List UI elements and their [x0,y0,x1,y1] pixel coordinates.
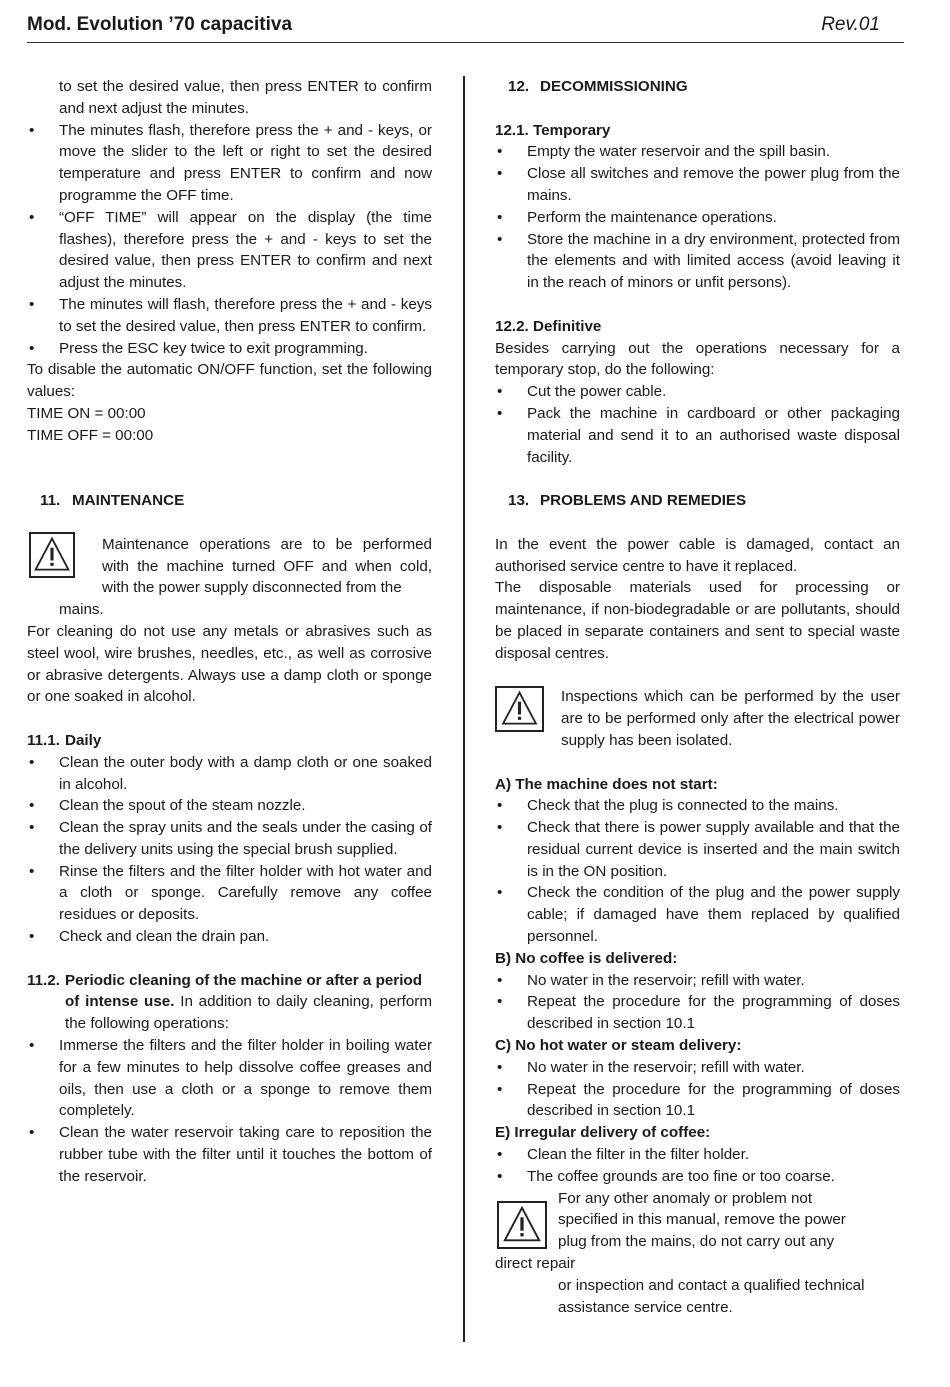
list-item: • Repeat the procedure for the programming of doses described in section 10.1 [495,1079,900,1123]
list-item: • Clean the outer body with a damp cloth or one soaked in alcohol. [27,752,432,796]
problem-b-list [495,970,900,1035]
subsection-number: 12.2. [495,317,529,335]
warning-text-line: or inspection and contact a qualified technical [558,1276,865,1294]
warning-text-line: direct repair [495,1255,576,1273]
problem-e-title: E) Irregular delivery of coffee: [495,1124,711,1142]
section-title: MAINTENANCE [72,492,185,510]
intro-continuation: to set the desired value, then press ENTER to confirm and next adjust the minutes. [59,78,432,117]
warning-triangle-icon [495,686,544,732]
left-column [27,76,432,1188]
periodic-list [27,1035,432,1188]
programming-steps-list [27,120,432,360]
disable-instructions: To disable the automatic ON/OFF function, set the following values: [27,361,432,401]
column-divider [463,76,465,1342]
section-heading-problems [495,490,900,512]
cleaning-caution: For cleaning do not use any metals or abrasives such as steel wool, wire brushes, needles, etc., as well as corrosive or abrasive detergents. Always use a damp cloth or sponge or one soaked in alcohol. [27,622,432,706]
right-column [495,76,900,1318]
list-item: • Check that the plug is connected to the mains. [495,795,900,817]
page-header [27,12,904,43]
final-warning [495,1188,900,1319]
list-item: • Clean the spray units and the seals under the casing of the delivery units using the special brush supplied. [27,817,432,861]
subsection-title: Periodic cleaning of the machine or after a period [65,971,422,989]
list-item: • Immerse the filters and the filter holder in boiling water for a few minutes to help dissolve coffee greases and oils, then use a cloth or a sponge to remove them completely. [27,1035,432,1122]
document-title: Mod. Evolution ’70 capacitiva [27,14,293,35]
subsection-title: Temporary [533,121,611,139]
temporary-list [495,141,900,294]
list-item: • The minutes will flash, therefore press the + and - keys to set the desired value, then press ENTER to confirm. [27,294,432,338]
revision-label: Rev.01 [821,14,880,35]
warning-text-line: For any other anomaly or problem not [558,1189,813,1207]
section-title: DECOMMISSIONING [540,78,688,95]
daily-list [27,752,432,948]
warning-text-line: plug from the mains, do not carry out any [558,1233,835,1251]
time-on-value: TIME ON = 00:00 [27,404,146,422]
inspection-warning [495,686,900,751]
list-item: • Close all switches and remove the power plug from the mains. [495,163,900,207]
section-title: PROBLEMS AND REMEDIES [540,492,747,510]
list-item: • No water in the reservoir; refill with water. [495,970,900,992]
warning-text-end: mains. [59,601,104,619]
subsection-title: Daily [65,731,102,749]
warning-text-line: assistance service centre. [558,1298,733,1316]
list-item: • Cut the power cable. [495,381,900,403]
subsection-number: 12.1. [495,121,529,139]
subsection-heading-periodic [27,970,432,1035]
list-item: • Clean the filter in the filter holder. [495,1144,900,1166]
warning-text: Maintenance operations are to be performed with the machine turned OFF and when cold, with the power supply disconnected from the [102,535,432,597]
section-number: 13. [508,492,530,510]
problem-a-list [495,795,900,948]
problem-c-title: C) No hot water or steam delivery: [495,1037,742,1055]
list-item: • “OFF TIME” will appear on the display (the time flashes), therefore press the + and - keys to set the desired value, then press ENTER to confirm and next adjust the minutes. [27,207,432,294]
definitive-intro: Besides carrying out the operations necessary for a temporary stop, do the following: [495,339,900,379]
list-item: • No water in the reservoir; refill with water. [495,1057,900,1079]
list-item: • Press the ESC key twice to exit programming. [27,338,432,360]
subsection-title-continued: of intense use. [65,993,175,1011]
list-item: • Check and clean the drain pan. [27,926,432,948]
warning-text-line: specified in this manual, remove the power [558,1211,846,1229]
list-item: • Perform the maintenance operations. [495,207,900,229]
section-number: 12. [508,78,530,95]
warning-triangle-icon [29,532,75,578]
warning-text: Inspections which can be performed by the user are to be performed only after the electrical power supply has been isolated. [561,688,900,749]
problem-b-title: B) No coffee is delivered: [495,949,678,967]
list-item: • Store the machine in a dry environment, protected from the elements and with limited access (avoid leaving it in the reach of minors or unfit persons). [495,229,900,294]
problem-a-title: A) The machine does not start: [495,775,718,793]
subsection-heading-daily [27,730,432,752]
section-heading-decommissioning [495,76,900,98]
list-item: • The coffee grounds are too fine or too coarse. [495,1166,900,1188]
list-item: • The minutes flash, therefore press the + and - keys, or move the slider to the left or right to set the desired temperature and press ENTER to confirm and now programme the OFF time. [27,120,432,207]
definitive-list [495,381,900,468]
list-item: • Rinse the filters and the filter holder with hot water and a cloth or sponge. Carefully remove any coffee residues or deposits. [27,861,432,926]
list-item: • Clean the water reservoir taking care to reposition the rubber tube with the filter until it touches the bottom of the reservoir. [27,1122,432,1187]
section-heading-maintenance [27,490,432,512]
subsection-number: 11.2. [27,971,60,989]
list-item: • Empty the water reservoir and the spill basin. [495,141,900,163]
list-item: • Pack the machine in cardboard or other packaging material and send it to an authorised waste disposal facility. [495,403,900,468]
subsection-heading-definitive [495,316,900,338]
disposal-note: The disposable materials used for processing or maintenance, if non-biodegradable or are pollutants, should be placed in separate containers and sent to special waste disposal centres. [495,579,900,662]
maintenance-warning [27,534,432,621]
problem-c-list [495,1057,900,1122]
power-cable-note: In the event the power cable is damaged, contact an authorised service centre to have it replaced. [495,535,900,575]
list-item: • Clean the spout of the steam nozzle. [27,795,432,817]
warning-triangle-icon [497,1201,547,1249]
section-number: 11. [40,492,61,510]
list-item: • Repeat the procedure for the programming of doses described in section 10.1 [495,991,900,1035]
list-item: • Check the condition of the plug and the power supply cable; if damaged have them replaced by qualified personnel. [495,882,900,947]
subsection-heading-temporary [495,120,900,142]
time-off-value: TIME OFF = 00:00 [27,426,154,444]
problem-e-list [495,1144,900,1188]
subsection-number: 11.1. [27,731,60,749]
list-item: • Check that there is power supply available and that the residual current device is inserted and the main switch is in the ON position. [495,817,900,882]
subsection-title: Definitive [533,317,602,335]
periodic-intro: In addition to daily cleaning, perform the following operations: [65,993,432,1033]
